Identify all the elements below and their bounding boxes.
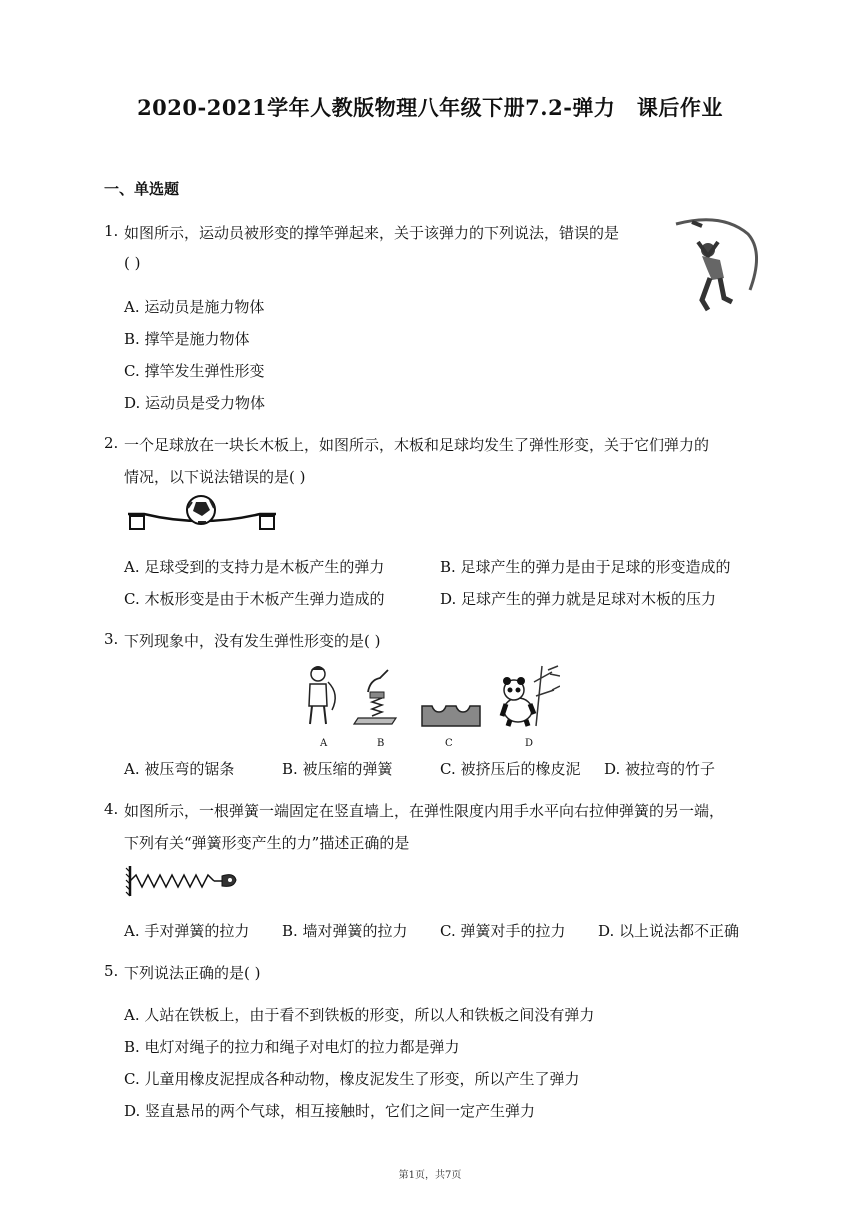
q3-option-a: A. 被压弯的锯条: [124, 760, 235, 778]
q1-option-b: B. 撑竿是施力物体: [124, 330, 250, 348]
q1-option-a: A. 运动员是施力物体: [124, 298, 265, 316]
q3-figures: [296, 662, 560, 738]
figure-label-c: C: [445, 738, 453, 749]
q2-stem: 一个足球放在一块长木板上，如图所示，木板和足球均发生了弹性形变，关于它们弹力的: [124, 436, 710, 454]
q4-stem: 如图所示，一根弹簧一端固定在竖直墙上，在弹性限度内用手水平向右拉伸弹簧的另一端，: [124, 802, 725, 820]
q4-option-b: B. 墙对弹簧的拉力: [282, 922, 408, 940]
q3-option-c: C. 被挤压后的橡皮泥: [440, 760, 581, 778]
figure-label-a: A: [320, 738, 328, 749]
figure-a-child: [309, 666, 335, 724]
q1-option-d: D. 运动员是受力物体: [124, 394, 266, 412]
q2-option-b: B. 足球产生的弹力是由于足球的形变造成的: [440, 558, 731, 576]
figure-label-d: D: [525, 738, 534, 749]
figure-label-b: B: [377, 738, 385, 749]
spring-on-wall-figure: [124, 862, 240, 898]
q4-option-c: C. 弹簧对手的拉力: [440, 922, 566, 940]
page-footer: 第1页，共7页: [398, 1170, 462, 1181]
q2-number: 2.: [104, 434, 119, 452]
q5-stem: 下列说法正确的是( ): [124, 964, 261, 982]
figure-d-panda: [502, 666, 560, 726]
q2-option-d: D. 足球产生的弹力就是足球对木板的压力: [440, 590, 717, 608]
q5-option-a: A. 人站在铁板上，由于看不到铁板的形变，所以人和铁板之间没有弹力: [124, 1006, 595, 1024]
q4-option-a: A. 手对弹簧的拉力: [124, 922, 250, 940]
q1-stem: 如图所示，运动员被形变的撑竿弹起来，关于该弹力的下列说法，错误的是: [124, 224, 620, 242]
q3-option-b: B. 被压缩的弹簧: [282, 760, 393, 778]
q3-number: 3.: [104, 630, 119, 648]
football-on-board-figure: [126, 494, 278, 532]
figure-b-spring: [354, 670, 396, 724]
q3-stem: 下列现象中，没有发生弹性形变的是( ): [124, 632, 381, 650]
q2-option-c: C. 木板形变是由于木板产生弹力造成的: [124, 590, 385, 608]
pole-vault-figure: [672, 212, 760, 314]
q4-number: 4.: [104, 800, 119, 818]
q1-stem-paren: ( ): [124, 254, 141, 272]
section-heading: 一、单选题: [104, 180, 180, 198]
q2-option-a: A. 足球受到的支持力是木板产生的弹力: [124, 558, 385, 576]
q5-option-d: D. 竖直悬吊的两个气球，相互接触时，它们之间一定产生弹力: [124, 1102, 536, 1120]
figure-c-clay: [422, 706, 480, 726]
q2-stem-cont: 情况，以下说法错误的是( ): [124, 468, 306, 486]
q4-stem-cont: 下列有关“弹簧形变产生的力”描述正确的是: [124, 834, 410, 852]
q1-number: 1.: [104, 222, 119, 240]
q5-option-c: C. 儿童用橡皮泥捏成各种动物，橡皮泥发生了形变，所以产生了弹力: [124, 1070, 580, 1088]
q5-number: 5.: [104, 962, 119, 980]
q4-option-d: D. 以上说法都不正确: [598, 922, 740, 940]
q5-option-b: B. 电灯对绳子的拉力和绳子对电灯的拉力都是弹力: [124, 1038, 460, 1056]
q3-option-d: D. 被拉弯的竹子: [604, 760, 716, 778]
q1-option-c: C. 撑竿发生弹性形变: [124, 362, 265, 380]
page-title: 2020-2021学年人教版物理八年级下册7.2-弹力 课后作业: [137, 95, 723, 120]
